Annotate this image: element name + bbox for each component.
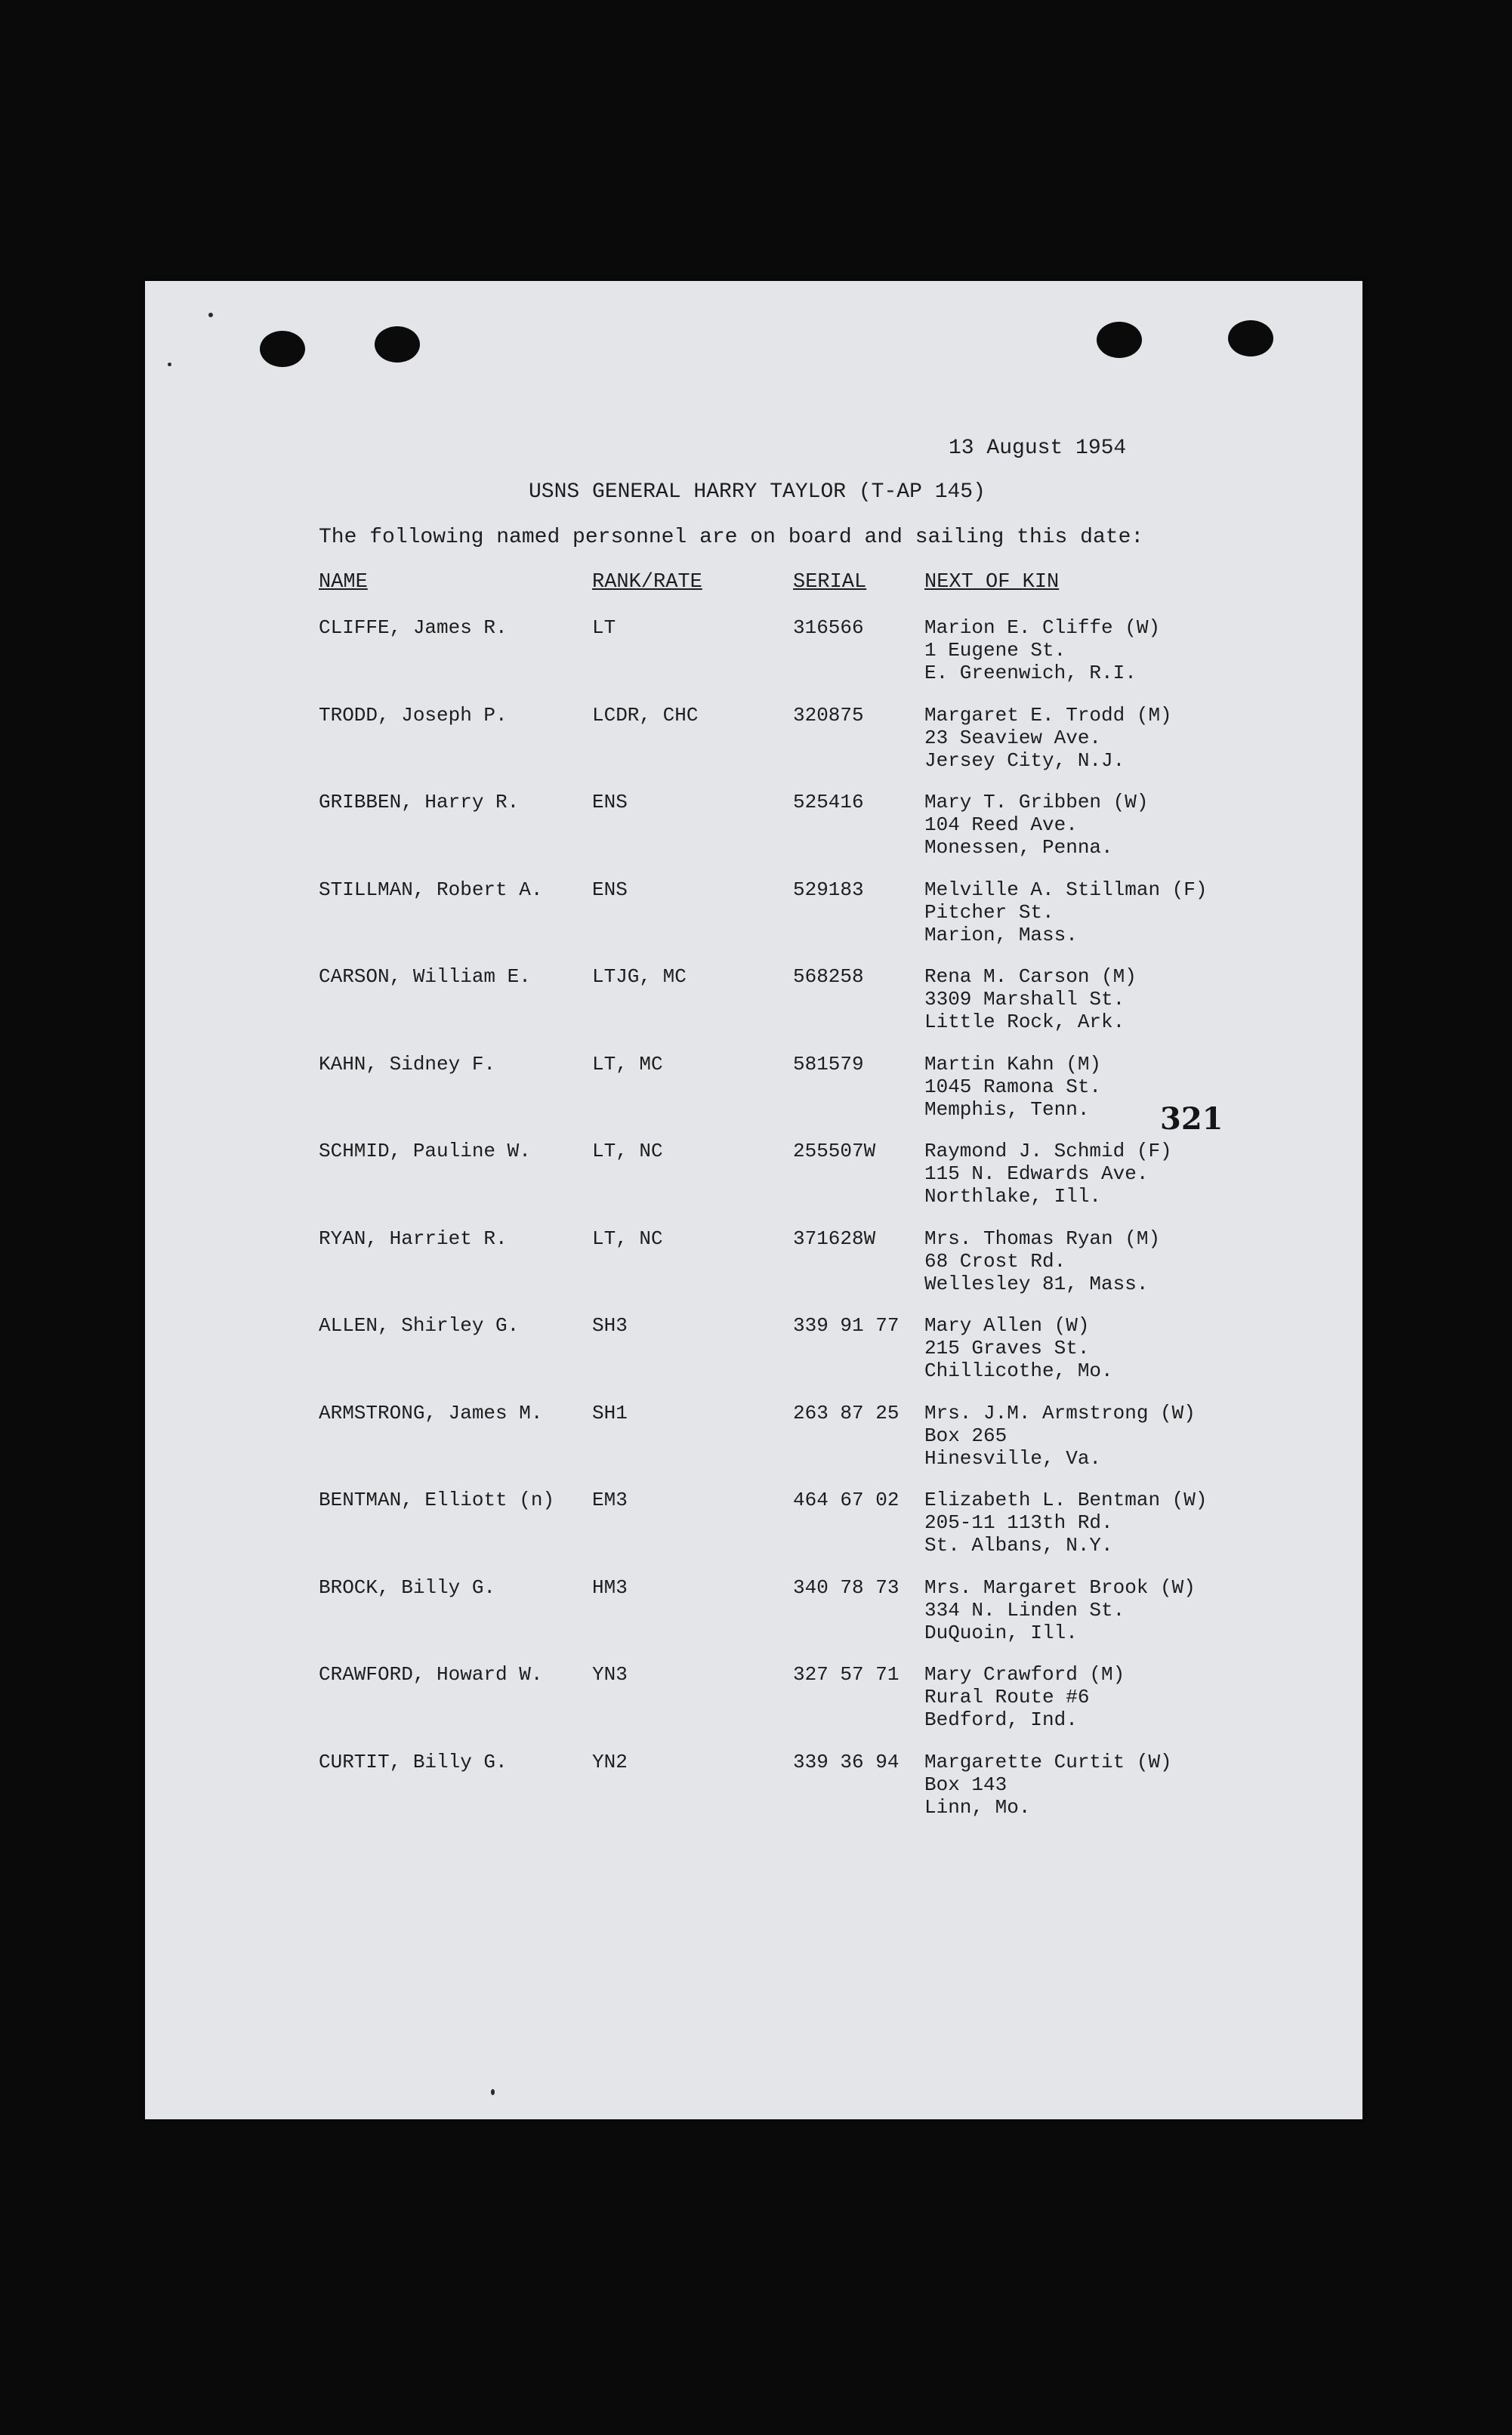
next-of-kin-line: Linn, Mo. bbox=[924, 1795, 1031, 1819]
personnel-serial: 339 36 94 bbox=[793, 1750, 899, 1773]
punch-hole-3 bbox=[1097, 322, 1142, 358]
page-number: 321 bbox=[1160, 1101, 1223, 1137]
next-of-kin-line: 334 N. Linden St. bbox=[924, 1598, 1125, 1622]
personnel-next-of-kin bbox=[924, 1489, 1207, 1557]
personnel-row bbox=[145, 791, 1362, 874]
personnel-serial: 255507W bbox=[793, 1140, 876, 1162]
personnel-next-of-kin bbox=[924, 1663, 1125, 1731]
header-rank: RANK/RATE bbox=[592, 571, 702, 594]
personnel-rank: SH1 bbox=[592, 1401, 628, 1424]
next-of-kin-line: Martin Kahn (M) bbox=[924, 1052, 1102, 1076]
personnel-name: TRODD, Joseph P. bbox=[319, 703, 508, 727]
personnel-next-of-kin bbox=[924, 1314, 1113, 1382]
next-of-kin-line: Marion, Mass. bbox=[924, 923, 1078, 946]
personnel-next-of-kin bbox=[924, 791, 1148, 859]
personnel-rank: ENS bbox=[592, 878, 628, 901]
personnel-rank: LT, MC bbox=[592, 1052, 663, 1076]
header-next-of-kin: NEXT OF KIN bbox=[924, 571, 1060, 594]
personnel-serial: 371628W bbox=[793, 1227, 876, 1250]
personnel-name: CARSON, William E. bbox=[319, 965, 531, 988]
next-of-kin-line: Northlake, Ill. bbox=[924, 1185, 1102, 1208]
personnel-next-of-kin bbox=[924, 1053, 1101, 1121]
punch-hole-2 bbox=[375, 326, 420, 363]
personnel-next-of-kin bbox=[924, 1576, 1196, 1644]
personnel-rank: LT bbox=[592, 616, 616, 639]
next-of-kin-line: Pitcher St. bbox=[924, 900, 1054, 924]
next-of-kin-line: 1045 Ramona St. bbox=[924, 1075, 1102, 1098]
personnel-next-of-kin bbox=[924, 878, 1207, 946]
next-of-kin-line: Mrs. Thomas Ryan (M) bbox=[924, 1227, 1161, 1250]
personnel-row bbox=[145, 1402, 1362, 1485]
next-of-kin-line: Box 265 bbox=[924, 1424, 1007, 1447]
personnel-name: CLIFFE, James R. bbox=[319, 616, 508, 639]
next-of-kin-line: 3309 Marshall St. bbox=[924, 988, 1125, 1011]
header-serial: SERIAL bbox=[793, 571, 867, 594]
next-of-kin-line: E. Greenwich, R.I. bbox=[924, 662, 1137, 684]
personnel-rank: YN2 bbox=[592, 1750, 628, 1773]
next-of-kin-line: Mary Crawford (M) bbox=[924, 1663, 1125, 1686]
next-of-kin-line: Bedford, Ind. bbox=[924, 1708, 1078, 1731]
next-of-kin-line: Mary Allen (W) bbox=[924, 1314, 1090, 1337]
next-of-kin-line: Rural Route #6 bbox=[924, 1686, 1090, 1708]
personnel-row bbox=[145, 1314, 1362, 1397]
personnel-serial: 327 57 71 bbox=[793, 1663, 899, 1686]
personnel-name: BROCK, Billy G. bbox=[319, 1575, 496, 1599]
personnel-row bbox=[145, 878, 1362, 961]
next-of-kin-line: DuQuoin, Ill. bbox=[924, 1621, 1078, 1644]
personnel-row bbox=[145, 1140, 1362, 1223]
next-of-kin-line: Margaret E. Trodd (M) bbox=[924, 703, 1172, 727]
personnel-serial: 320875 bbox=[793, 703, 864, 727]
header-name: NAME bbox=[319, 571, 368, 594]
next-of-kin-line: Mary T. Gribben (W) bbox=[924, 791, 1149, 813]
punch-hole-1 bbox=[260, 331, 305, 367]
next-of-kin-line: Monessen, Penna. bbox=[924, 836, 1113, 859]
next-of-kin-line: Marion E. Cliffe (W) bbox=[924, 616, 1161, 639]
next-of-kin-line: Mrs. J.M. Armstrong (W) bbox=[924, 1401, 1196, 1424]
next-of-kin-line: Rena M. Carson (M) bbox=[924, 965, 1137, 988]
personnel-row bbox=[145, 1576, 1362, 1659]
personnel-rank: LT, NC bbox=[592, 1227, 663, 1250]
personnel-row bbox=[145, 1663, 1362, 1746]
personnel-next-of-kin bbox=[924, 1402, 1196, 1470]
personnel-serial: 525416 bbox=[793, 791, 864, 813]
next-of-kin-line: 115 N. Edwards Ave. bbox=[924, 1162, 1149, 1185]
next-of-kin-line: 23 Seaview Ave. bbox=[924, 726, 1102, 749]
next-of-kin-line: Margarette Curtit (W) bbox=[924, 1750, 1172, 1773]
personnel-rank: LTJG, MC bbox=[592, 965, 687, 988]
personnel-name: STILLMAN, Robert A. bbox=[319, 878, 543, 901]
personnel-serial: 464 67 02 bbox=[793, 1489, 899, 1511]
personnel-row bbox=[145, 704, 1362, 787]
personnel-next-of-kin bbox=[924, 1751, 1172, 1819]
next-of-kin-line: Box 143 bbox=[924, 1773, 1007, 1796]
next-of-kin-line: Little Rock, Ark. bbox=[924, 1011, 1125, 1033]
personnel-name: CURTIT, Billy G. bbox=[319, 1750, 508, 1773]
personnel-next-of-kin bbox=[924, 704, 1172, 772]
next-of-kin-line: Chillicothe, Mo. bbox=[924, 1359, 1113, 1382]
personnel-row bbox=[145, 616, 1362, 699]
personnel-name: SCHMID, Pauline W. bbox=[319, 1140, 531, 1162]
personnel-serial: 340 78 73 bbox=[793, 1575, 899, 1599]
personnel-serial: 568258 bbox=[793, 965, 864, 988]
personnel-name: RYAN, Harriet R. bbox=[319, 1227, 508, 1250]
next-of-kin-line: 205-11 113th Rd. bbox=[924, 1511, 1113, 1534]
document-date: 13 August 1954 bbox=[949, 437, 1127, 460]
personnel-next-of-kin bbox=[924, 1227, 1160, 1295]
personnel-name: GRIBBEN, Harry R. bbox=[319, 791, 520, 813]
personnel-next-of-kin bbox=[924, 1140, 1172, 1208]
personnel-rank: ENS bbox=[592, 791, 628, 813]
personnel-serial: 529183 bbox=[793, 878, 864, 901]
next-of-kin-line: 104 Reed Ave. bbox=[924, 813, 1078, 836]
next-of-kin-line: Elizabeth L. Bentman (W) bbox=[924, 1489, 1208, 1511]
next-of-kin-line: Jersey City, N.J. bbox=[924, 748, 1125, 772]
intro-text: The following named personnel are on board and sailing this date: bbox=[319, 526, 1144, 549]
personnel-rank: HM3 bbox=[592, 1575, 628, 1599]
personnel-rank: LT, NC bbox=[592, 1140, 663, 1162]
next-of-kin-line: Raymond J. Schmid (F) bbox=[924, 1140, 1172, 1162]
personnel-next-of-kin bbox=[924, 965, 1137, 1033]
next-of-kin-line: 215 Graves St. bbox=[924, 1337, 1090, 1359]
personnel-rank: LCDR, CHC bbox=[592, 703, 699, 727]
personnel-serial: 581579 bbox=[793, 1052, 864, 1076]
personnel-serial: 339 91 77 bbox=[793, 1314, 899, 1337]
next-of-kin-line: St. Albans, N.Y. bbox=[924, 1534, 1113, 1557]
next-of-kin-line: Hinesville, Va. bbox=[924, 1446, 1102, 1470]
next-of-kin-line: Memphis, Tenn. bbox=[924, 1097, 1090, 1121]
personnel-serial: 316566 bbox=[793, 616, 864, 639]
next-of-kin-line: 68 Crost Rd. bbox=[924, 1249, 1066, 1273]
personnel-name: KAHN, Sidney F. bbox=[319, 1052, 496, 1076]
next-of-kin-line: Mrs. Margaret Brook (W) bbox=[924, 1575, 1196, 1599]
document-page bbox=[145, 281, 1362, 2119]
personnel-name: ARMSTRONG, James M. bbox=[319, 1401, 543, 1424]
ship-title: USNS GENERAL HARRY TAYLOR (T-AP 145) bbox=[529, 480, 986, 504]
personnel-rank: YN3 bbox=[592, 1663, 628, 1686]
personnel-row bbox=[145, 965, 1362, 1048]
personnel-rank: SH3 bbox=[592, 1314, 628, 1337]
personnel-name: BENTMAN, Elliott (n) bbox=[319, 1489, 555, 1511]
personnel-row bbox=[145, 1751, 1362, 1834]
next-of-kin-line: Wellesley 81, Mass. bbox=[924, 1272, 1149, 1295]
personnel-next-of-kin bbox=[924, 616, 1160, 684]
punch-hole-4 bbox=[1228, 320, 1273, 356]
personnel-row bbox=[145, 1227, 1362, 1310]
next-of-kin-line: 1 Eugene St. bbox=[924, 639, 1066, 662]
personnel-name: CRAWFORD, Howard W. bbox=[319, 1663, 543, 1686]
personnel-row bbox=[145, 1489, 1362, 1572]
personnel-name: ALLEN, Shirley G. bbox=[319, 1314, 520, 1337]
personnel-rank: EM3 bbox=[592, 1489, 628, 1511]
personnel-serial: 263 87 25 bbox=[793, 1401, 899, 1424]
next-of-kin-line: Melville A. Stillman (F) bbox=[924, 878, 1208, 901]
